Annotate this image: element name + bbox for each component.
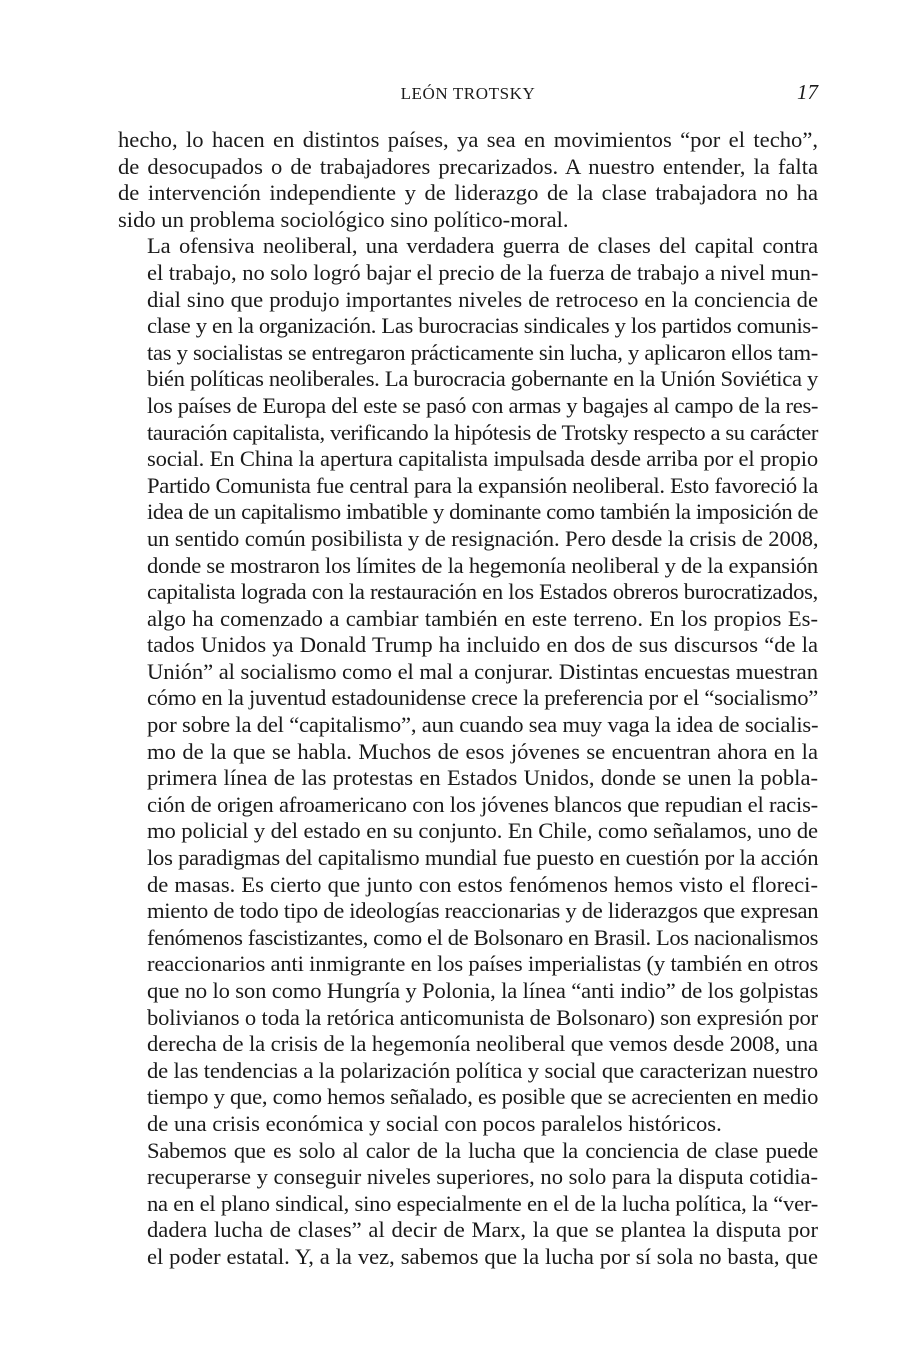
text-line: tas y socialistas se entregaron prácticamente sin lucha, y aplicaron ellos tam- [147,339,818,365]
text-line: primera línea de las protestas en Estados Unidos, donde se unen la pobla- [147,765,818,791]
running-head-author: LEÓN TROTSKY [400,84,536,103]
text-line: algo ha comenzado a cambiar también en este terreno. En los propios Es- [147,605,818,631]
text-line: hecho, lo hacen en distintos países, ya sea en movimientos “por el techo”, [118,127,818,152]
text-line: capitalista lograda con la restauración en los Estados obreros burocratizados, [147,579,818,605]
text-line: por sobre la del “capitalismo”, aun cuando sea muy vaga la idea de socialis- [147,712,819,738]
text-line: dadera lucha de clases” al decir de Marx, la que se plantea la disputa por [147,1217,818,1243]
text-line: clase y en la organización. Las burocracias sindicales y los partidos comunis- [147,313,818,339]
text-line: social. En China la apertura capitalista impulsada desde arriba por el propio [147,446,818,472]
text-line: el poder estatal. Y, a la vez, sabemos que la lucha por sí sola no basta, que [147,1243,818,1269]
text-line: de desocupados o de trabajadores precarizados. A nuestro entender, la falta [118,153,818,179]
paragraph [118,233,818,1137]
text-line: los países de Europa del este se pasó con armas y bagajes al campo de la res- [147,392,819,418]
text-line: na en el plano sindical, sino especialmente en el de la lucha política, la “ver- [147,1190,818,1216]
text-line: sido un problema sociológico sino político-moral. [118,206,569,232]
text-line: reaccionarios anti inmigrante en los países imperialistas (y también en otros [147,951,819,977]
text-line: miento de todo tipo de ideologías reaccionarias y de liderazgos que expresan [147,898,819,924]
text-line: los paradigmas del capitalismo mundial fue puesto en cuestión por la acción [147,845,819,871]
text-line: ción de origen afroamericano con los jóvenes blancos que repudian el racis- [147,791,818,817]
text-line: tados Unidos ya Donald Trump ha incluido en dos de sus discursos “de la [147,632,818,658]
paragraph [118,1138,818,1271]
text-line: cómo en la juventud estadounidense crece la preferencia por el “socialismo” [147,685,819,711]
text-line: fenómenos fascistizantes, como el de Bolsonaro en Brasil. Los nacionalismos [147,924,818,950]
text-line: idea de un capitalismo imbatible y dominante como también la imposición de [147,499,818,525]
page-number: 17 [797,80,818,104]
text-line: La ofensiva neoliberal, una verdadera guerra de clases del capital contra [147,233,818,259]
text-line: el trabajo, no solo logró bajar el precio de la fuerza de trabajo a nivel mun- [147,259,819,285]
text-line: mo de la que se habla. Muchos de esos jóvenes se encuentran ahora en la [147,738,818,764]
text-line: tauración capitalista, verificando la hipótesis de Trotsky respecto a su carácter [147,419,818,445]
running-header [118,80,818,110]
text-line: de intervención independiente y de liderazgo de la clase trabajadora no ha [118,180,818,206]
paragraph [118,127,818,233]
text-line: bién políticas neoliberales. La burocracia gobernante en la Unión Soviética y [147,366,818,392]
text-line: donde se mostraron los límites de la hegemonía neoliberal y de la expansión [147,552,818,578]
text-line: Unión” al socialismo como el mal a conjurar. Distintas encuestas muestran [147,658,818,684]
text-line: derecha de la crisis de la hegemonía neoliberal que vemos desde 2008, una [147,1031,818,1057]
text-line: de las tendencias a la polarización política y social que caracterizan nuestro [147,1057,818,1083]
text-line: de masas. Es cierto que junto con estos fenómenos hemos visto el floreci- [147,871,818,897]
text-line: un sentido común posibilista y de resignación. Pero desde la crisis de 2008, [147,525,819,551]
text-line: bolivianos o toda la retórica anticomunista de Bolsonaro) son expresión por [147,1004,818,1030]
text-line: tiempo y que, como hemos señalado, es posible que se acrecienten en medio [147,1084,819,1110]
text-line: de una crisis económica y social con pocos paralelos históricos. [147,1110,722,1136]
text-line: mo policial y del estado en su conjunto. En Chile, como señalamos, uno de [147,818,818,844]
body-text [118,127,818,1271]
text-line: recuperarse y conseguir niveles superiores, no solo para la disputa cotidia- [147,1164,818,1190]
text-line: que no lo son como Hungría y Polonia, la línea “anti indio” de los golpistas [147,978,819,1003]
text-line: Partido Comunista fue central para la expansión neoliberal. Esto favoreció la [147,472,818,498]
text-line: dial sino que produjo importantes niveles de retroceso en la conciencia de [147,286,818,312]
text-line: Sabemos que es solo al calor de la lucha que la conciencia de clase puede [147,1137,818,1163]
